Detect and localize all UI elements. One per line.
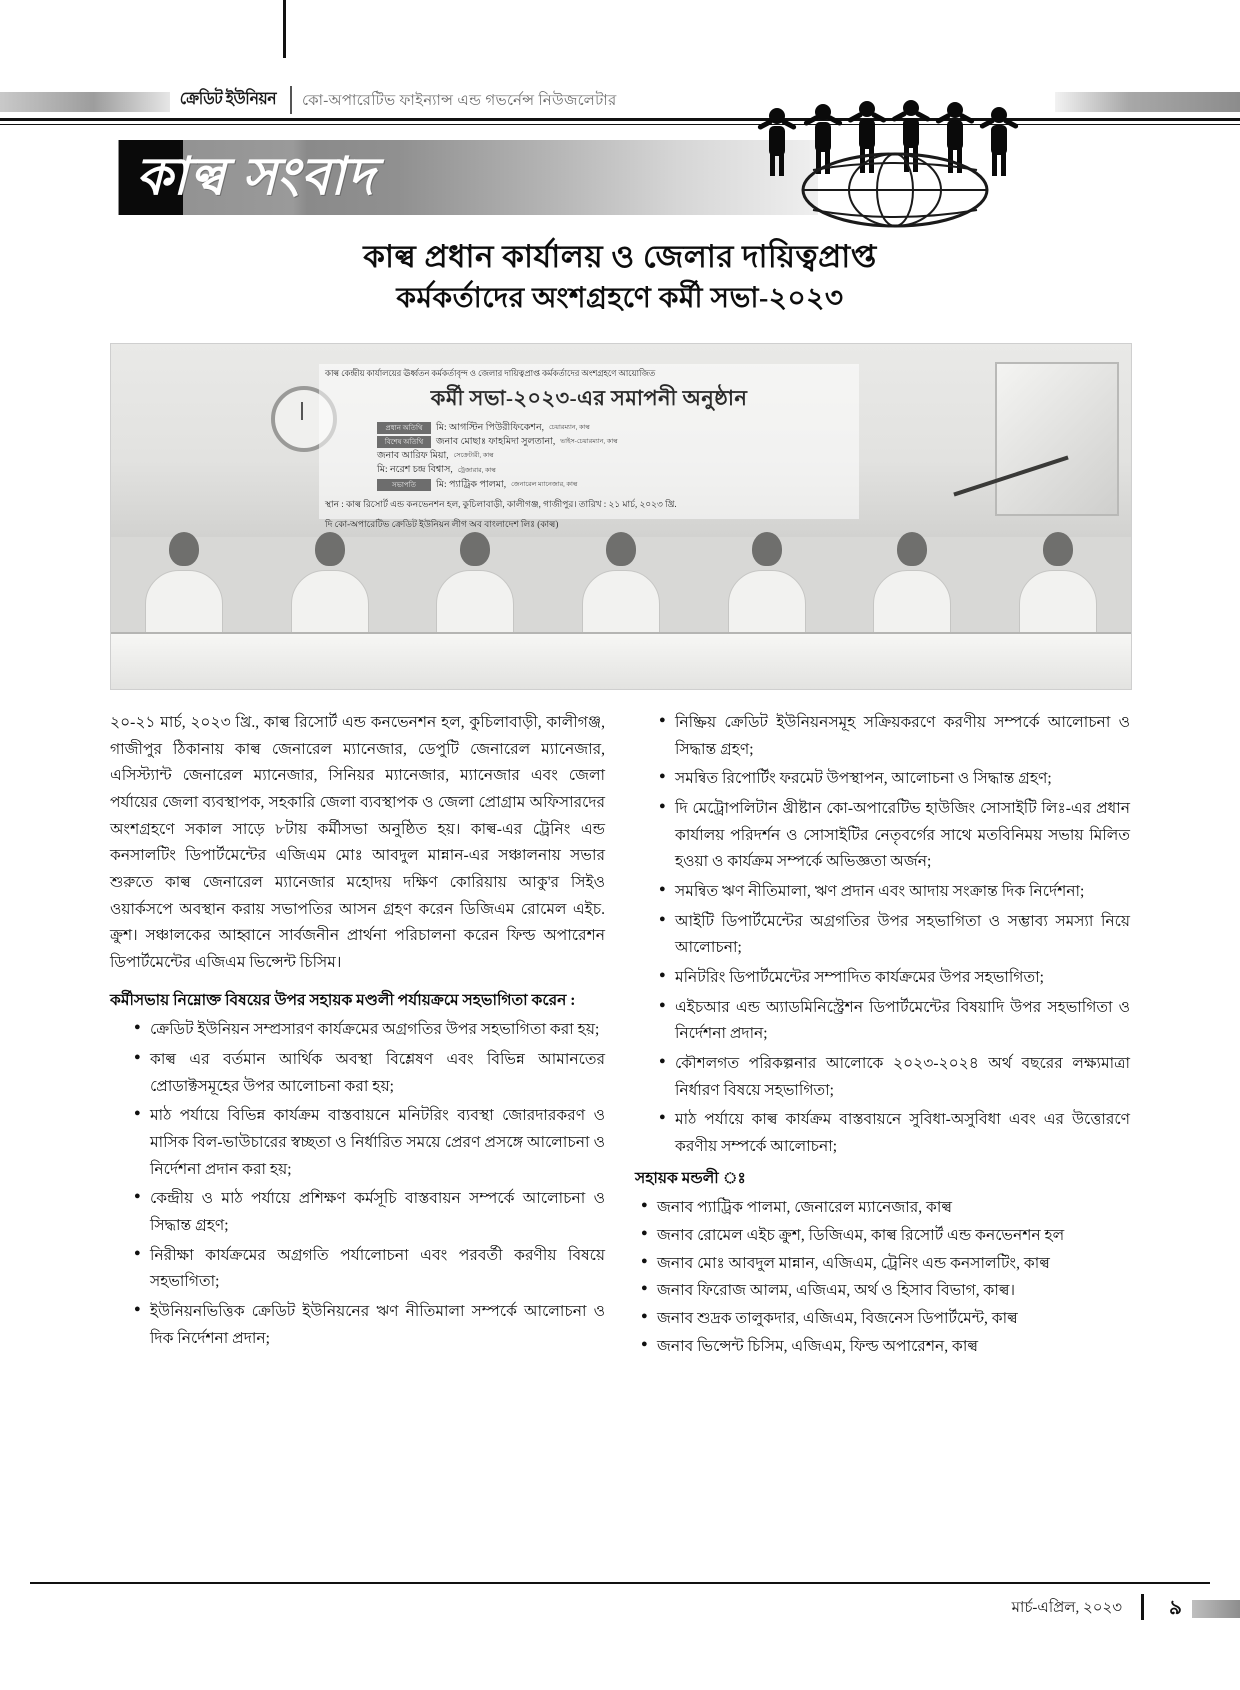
photo-person <box>284 530 376 634</box>
photo-banner-person-title: সেক্রেটারী, কাল্ব <box>453 452 494 460</box>
photo-banner-person-name: মি: প্যাট্রিক পালমা, <box>436 479 507 490</box>
photo-conference-table <box>111 632 1131 689</box>
list-item: ● জনাব রোমেল এইচ ক্রুশ, ডিজিএম, কাল্ব রিসোর্ট এন্ড কনভেনশন হল <box>641 1223 1130 1250</box>
photo-person <box>866 530 958 634</box>
right-column <box>635 710 1130 1361</box>
photo-banner-person-title: জেনারেল ম্যানেজার, কাল্ব <box>511 480 578 488</box>
headline-line-1: কাল্ব প্রধান কার্যালয় ও জেলার দায়িত্বপ্রাপ্ত <box>363 239 877 274</box>
list-item: ● কাল্ব এর বর্তমান আর্থিক অবস্থা বিশ্লেষণ এবং বিভিন্ন আমানতের প্রোডাক্টসমূহের উপর আলোচনা করা হয়; <box>134 1047 605 1100</box>
photo-banner-venue-line: স্থান : কাল্ব রিসোর্ট এন্ড কনভেনশন হল, কুচিলাবাড়ী, কালীগঞ্জ, গাজীপুর। তারিখ : ২১ মার্চ, ২০২৩ খ্রি. <box>325 498 677 509</box>
list-item: ● জনাব ফিরোজ আলম, এজিএম, অর্থ ও হিসাব বিভাগ, কাল্ব। <box>641 1278 1130 1305</box>
photo-banner-person-title: ভাইস-চেয়ারম্যান, কাল্ব <box>560 438 618 446</box>
footer-issue-date: মার্চ-এপ্রিল, ২০২৩ <box>1011 1600 1122 1616</box>
crop-rule <box>283 0 286 58</box>
masthead-gradient-left <box>0 92 170 112</box>
photo-banner-person-name: মি: নরেশ চন্দ্র বিশ্বাস, <box>377 465 453 476</box>
photo-person <box>138 530 230 634</box>
masthead-rule-thick <box>0 118 1240 121</box>
article-headline <box>110 238 1130 317</box>
left-section-heading: কর্মীসভায় নিম্নোক্ত বিষয়ের উপর সহায়ক মণ্ডলী পর্যায়ক্রমে সহভাগিতা করেন : <box>110 991 576 1009</box>
photo-person <box>429 530 521 634</box>
photo-person <box>1012 530 1104 634</box>
photo-banner-person-name: মি: আগস্টিন পিউরীফিকেশন, <box>436 422 545 433</box>
photo-banner-person-title: চেয়ারম্যান, কাল্ব <box>549 423 590 431</box>
photo-panel-members <box>111 530 1131 634</box>
list-item: ● নিষ্ক্রিয় ক্রেডিট ইউনিয়নসমূহ সক্রিয়করণে করণীয় সম্পর্কে আলোচনা ও সিদ্ধান্ত গ্রহণ; <box>659 710 1130 763</box>
list-item: ● সমন্বিত ঋণ নীতিমালা, ঋণ প্রদান এবং আদায় সংক্রান্ত দিক নির্দেশনা; <box>659 879 1130 906</box>
article-body <box>110 710 1130 1361</box>
photo-banner-row <box>325 449 853 463</box>
photo-banner-person-title: ট্রেজারার, কাল্ব <box>457 466 496 474</box>
helpers-heading: সহায়ক মন্ডলী ঃ <box>635 1169 746 1187</box>
helpers-list <box>635 1195 1130 1360</box>
photo-person <box>575 530 667 634</box>
list-item: ● জনাব ভিন্সেন্ট চিসিম, এজিএম, ফিল্ড অপারেশন, কাল্ব <box>641 1334 1130 1361</box>
article-photo <box>110 343 1132 690</box>
footer-page-number: ৯ <box>1169 1597 1182 1619</box>
page-footer <box>0 1592 1240 1632</box>
right-bullet-list <box>635 710 1130 1161</box>
list-item: ● এইচআর এন্ড অ্যাডমিনিস্ট্রেশন ডিপার্টমেন্টের বিষয়াদি উপর সহভাগিতা ও নির্দেশনা প্রদান; <box>659 995 1130 1048</box>
photo-banner-person-name: জনাব মোছাঃ ফাহমিদা সুলতানা, <box>436 436 556 447</box>
crop-mark-left <box>0 0 286 58</box>
photo-banner-role-tag: বিশেষ অতিথি <box>377 436 431 449</box>
list-item: ● মাঠ পর্যায়ে বিভিন্ন কার্যক্রম বাস্তবায়নে মনিটরিং ব্যবস্থা জোরদারকরণ ও মাসিক বিল-ভাউচারের স্বচ্ছতা ও নির্ধারিত সময়ে প্রেরণ প্রসঙ্গে আলোচনা ও নির্দেশনা প্রদান করা হয়; <box>134 1103 605 1183</box>
list-item: ● সমন্বিত রিপোর্টিং ফরমেট উপস্থাপন, আলোচনা ও সিদ্ধান্ত গ্রহণ; <box>659 766 1130 793</box>
masthead-tagline: কো-অপারেটিভ ফাইন্যান্স এন্ড গভর্নেন্স নিউজলেটার <box>302 93 617 109</box>
article-intro-paragraph: ২০-২১ মার্চ, ২০২৩ খ্রি., কাল্ব রিসোর্ট এন্ড কনভেনশন হল, কুচিলাবাড়ী, কালীগঞ্জ, গাজীপুর ঠিকানায় কাল্ব জেনারেল ম্যানেজার, ডেপুটি জেনারেল ম্যানেজার, এসিস্ট্যান্ট জেনারেল ম্যানেজার, সিনিয়র ম্যানেজার, ম্যানেজার এবং জেলা পর্যায়ের জেলা ব্যবস্থাপক, সহকারি জেলা ব্যবস্থাপক ও জেলা প্রোগ্রাম অফিসারদের অংশগ্রহণে সকাল সাড়ে ৮টায় কর্মীসভা অনুষ্ঠিত হয়। কাল্ব-এর ট্রেনিং এন্ড কনসালটিং ডিপার্টমেন্টের এজিএম মোঃ আবদুল মান্নান-এর সঞ্চালনায় সভার শুরুতে কাল্ব জেনারেল ম্যানেজার মহোদয় দক্ষিণ কোরিয়ায় আকু'র সিইও ওয়ার্কসপে অবস্থান করায় সভাপতির আসন গ্রহণ করেন ডিজিএম রোমেল এইচ. ক্রুশ। সঞ্চালকের আহ্বানে সার্বজনীন প্রার্থনা পরিচালনা করেন ফিল্ড অপারেশন ডিপার্টমেন্টের এজিএম ভিন্সেন্ট চিসিম। <box>110 714 605 971</box>
list-item: ● কেন্দ্রীয় ও মাঠ পর্যায়ে প্রশিক্ষণ কর্মসূচি বাস্তবায়ন সম্পর্কে আলোচনা ও সিদ্ধান্ত গ্রহণ; <box>134 1186 605 1239</box>
list-item: ● ক্রেডিট ইউনিয়ন সম্প্রসারণ কার্যক্রমের অগ্রগতির উপর সহভাগিতা করা হয়; <box>134 1017 605 1044</box>
photo-event-banner <box>319 364 859 529</box>
masthead <box>0 84 1240 118</box>
photo-banner-subtitle: কাল্ব কেন্দ্রীয় কার্যালয়ের ঊর্ধ্বতন কর্মকর্তাবৃন্দ ও জেলার দায়িত্বপ্রাপ্ত কর্মকর্তাদের অংশগ্রহণে আয়োজিত <box>325 368 656 378</box>
footer-gradient-right <box>1192 1600 1240 1618</box>
masthead-rule-thin <box>0 124 1240 125</box>
photo-banner-row <box>325 435 853 449</box>
masthead-divider <box>290 86 292 114</box>
photo-projector-screen <box>995 362 1119 516</box>
photo-banner-row <box>325 478 853 492</box>
list-item: ● জনাব প্যাট্রিক পালমা, জেনারেল ম্যানেজার, কাল্ব <box>641 1195 1130 1222</box>
photo-person <box>721 530 813 634</box>
list-item: ● আইটি ডিপার্টমেন্টের অগ্রগতির উপর সহভাগিতা ও সম্ভাব্য সমস্যা নিয়ে আলোচনা; <box>659 909 1130 962</box>
list-item: ● ইউনিয়নভিত্তিক ক্রেডিট ইউনিয়নের ঋণ নীতিমালা সম্পর্কে আলোচনা ও দিক নির্দেশনা প্রদান; <box>134 1299 605 1352</box>
photo-banner-role-tag: সভাপতি <box>377 479 431 492</box>
section-banner-title: কাল্ব সংবাদ <box>136 148 377 206</box>
left-bullet-list <box>110 1017 605 1352</box>
list-item: ● কৌশলগত পরিকল্পনার আলোকে ২০২৩-২০২৪ অর্থ বছরের লক্ষ্যমাত্রা নির্ধারণ বিষয়ে সহভাগিতা; <box>659 1051 1130 1104</box>
footer-rule <box>30 1582 1210 1584</box>
list-item: ● মাঠ পর্যায়ে কাল্ব কার্যক্রম বাস্তবায়নে সুবিধা-অসুবিধা এবং এর উত্তোরণে করণীয় সম্পর্কে আলোচনা; <box>659 1107 1130 1160</box>
masthead-gradient-right <box>1055 92 1240 112</box>
photo-banner-row <box>325 463 853 477</box>
footer-separator-bar <box>1141 1594 1144 1620</box>
list-item: ● জনাব শুদ্রক তালুকদার, এজিএম, বিজনেস ডিপার্টমেন্ট, কাল্ব <box>641 1306 1130 1333</box>
photo-banner-person-name: জনাব আরিফ মিয়া, <box>377 451 449 462</box>
photo-banner-title: কর্মী সভা-২০২৩-এর সমাপনী অনুষ্ঠান <box>430 385 748 410</box>
photo-banner-row <box>325 421 853 435</box>
list-item: ● মনিটরিং ডিপার্টমেন্টের সম্পাদিত কার্যক্রমের উপর সহভাগিতা; <box>659 965 1130 992</box>
photo-banner-org-line: দি কো-অপারেটিভ ক্রেডিট ইউনিয়ন লীগ অব বাংলাদেশ লিঃ (কাল্ব) <box>325 518 559 529</box>
list-item: ● নিরীক্ষা কার্যক্রমের অগ্রগতি পর্যালোচনা এবং পরবর্তী করণীয় বিষয়ে সহভাগিতা; <box>134 1243 605 1296</box>
publication-logo: ক্রেডিট ইউনিয়ন <box>179 89 277 108</box>
list-item: ● দি মেট্রোপলিটান খ্রীষ্টান কো-অপারেটিভ হাউজিং সোসাইটি লিঃ-এর প্রধান কার্যালয় পরিদর্শন ও সোসাইটির নেতৃবর্গের সাথে মতবিনিময় সভায় মিলিত হওয়া ও কার্যক্রম সম্পর্কে অভিজ্ঞতা অর্জন; <box>659 796 1130 876</box>
left-column <box>110 710 605 1361</box>
list-item: ● জনাব মোঃ আবদুল মান্নান, এজিএম, ট্রেনিং এন্ড কনসালটিং, কাল্ব <box>641 1251 1130 1278</box>
photo-banner-role-tag: প্রধান অতিথি <box>377 422 431 435</box>
headline-line-2: কর্মকর্তাদের অংশগ্রহণে কর্মী সভা-২০২৩ <box>396 282 844 314</box>
people-globe-emblem <box>755 98 1045 228</box>
